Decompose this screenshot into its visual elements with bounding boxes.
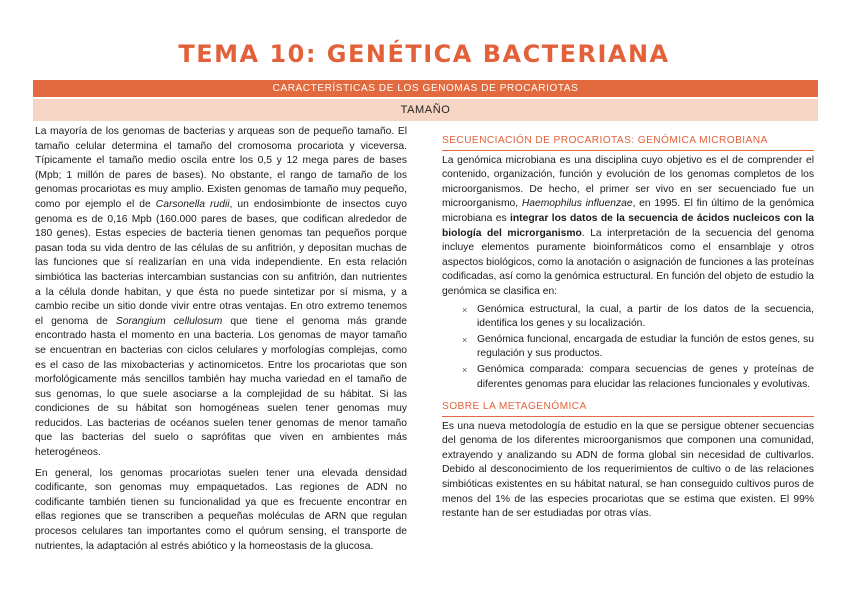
subsection-header: TAMAÑO: [33, 99, 818, 121]
genomics-text-2: , en 1995. El fin último de la genómica microbiana es: [442, 198, 814, 224]
right-column: [442, 134, 814, 522]
page-title: TEMA 10: GENÉTICA BACTERIANA: [178, 40, 670, 68]
size-text-3: que tiene el genoma más grande encontrado hasta el momento en una bacteria. Los genomas de mayor tamaño se encuentran en bacterias con ciclos celulares y morfologías complejas, como es el caso de las mixobacterias y actinomicetos. Entre los procariotas que son morfológicamente más sencillos también hay mucha variedad en el tamaño de sus genomas, lo que suele asociarse a la complejidad de su hábitat. Si las condiciones de su hábitat son homogéneas suelen tener genomas muy reducidos. Las bacterias de océanos suelen tener genomas de menor tamaño que las bacterias del suelo o saprófitas que viven en ambientes más heterogéneos.: [35, 315, 407, 459]
species-name: Sorangium cellulosum: [115, 315, 223, 327]
list-item: [462, 303, 814, 332]
coding-density-paragraph: En general, los genomas procariotas suelen tener una elevada densidad codificante, son genomas muy empaquetados. Las regiones de ADN no codificante también tienen su funcionalidad ya que es frecuente encontrar en ellas regiones que se transcriben a pequeñas moléculas de ARN que regulan procesos celulares tan importantes como el quórum sensing, el transporte de nutrientes, la adaptación al estrés abiótico y la homeostasis de la glucosa.: [35, 467, 407, 552]
key-concept: integrar los datos de la secuencia de ácidos nucleicos con la biología del microrganismo: [442, 212, 814, 239]
cross-bullet-icon: ×: [462, 304, 468, 315]
list-item-text: Genómica funcional, encargada de estudiar la función de estos genes, su regulación y sus productos.: [477, 333, 814, 360]
left-column: [35, 125, 407, 560]
species-name: Carsonella rudii: [155, 198, 230, 210]
genomics-text-1: La genómica microbiana es una disciplina cuyo objetivo es el de comprender el contenido, organización, función y evolución de los genomas completos de los microorganismos. De hecho, el primer ser vivo en ser secuenciado fue un microorganismo,: [442, 154, 814, 210]
list-item: [462, 333, 814, 362]
list-item-text: Genómica estructural, la cual, a partir de los datos de la secuencia, identifica los genes y su localización.: [477, 303, 814, 330]
size-text-2: , un endosimbionte de insectos cuyo genoma es de 0,16 Mpb (160.000 pares de bases, que codifican alrededor de 180 genes). Estas especies de bacteria tienen genomas tan pequeños porque pasan toda su vida dentro de las células de su anfitrión, y depositan muchas de las funciones que sí realizarían en una vida independiente. En esta relación simbiótica las bacterias intercambian sustancias con su anfitrión, dan nutrientes a la célula donde habitan, y que ésta no puede sintetizar por sí misma, y a cambio recibe un sitio donde vivir entre otras ventajas. En otro extremo tenemos el genoma de: [35, 198, 407, 327]
list-item: [462, 363, 814, 392]
genomics-paragraph: [442, 154, 814, 300]
genomics-text-3: . La interpretación de la secuencia del genoma incluye elementos puramente bioinformáticos como el ensamblaje y otros aspectos biológicos, como la anotación o asignación de funciones a las proteínas codificadas, así como la genómica estructural. En función del objeto de estudio la genómica se clasifica en:: [442, 227, 815, 297]
cross-bullet-icon: ×: [462, 334, 468, 345]
species-name: Haemophilus influenzae: [521, 198, 633, 210]
cross-bullet-icon: ×: [462, 364, 468, 375]
list-item-text: Genómica comparada: compara secuencias de genes y proteínas de diferentes genomas para elucidar las relaciones funcionales y evolutivas.: [477, 363, 814, 390]
section-banner: CARACTERÍSTICAS DE LOS GENOMAS DE PROCARIOTAS: [33, 80, 818, 97]
size-paragraph: [35, 125, 407, 461]
section-heading-genomics: SECUENCIACIÓN DE PROCARIOTAS: GENÓMICA MICROBIANA: [442, 134, 814, 151]
genomics-types-list: [442, 303, 814, 393]
section-heading-metagenomics: SOBRE LA METAGENÓMICA: [442, 400, 814, 417]
metagenomics-paragraph: Es una nueva metodología de estudio en la que se persigue obtener secuencias del genoma de los diferentes microorganismos que componen una comunidad, extrayendo y analizando su ADN de forma global sin necesidad de cultivarlos. Debido al desconocimiento de los requerimientos de cultivo o de las relaciones simbióticas existentes en su hábitat natural, se han conseguido cultivos puros de menos del 1% de las especies procariotas que se estima que existen. El 99% restante han de ser estudiadas por otras vías.: [442, 420, 814, 520]
size-text-1: La mayoría de los genomas de bacterias y arqueas son de pequeño tamaño. El tamaño celular determina el tamaño del cromosoma procariota y viceversa. Típicamente el tamaño medio oscila entre los 0,5 y 12 mega pares de bases (Mpb; 1 millón de pares de bases). No obstante, el rango de tamaño de los genomas procariotas es muy amplio. Existen genomas de tamaño muy pequeño, como por ejemplo el de: [35, 126, 407, 210]
